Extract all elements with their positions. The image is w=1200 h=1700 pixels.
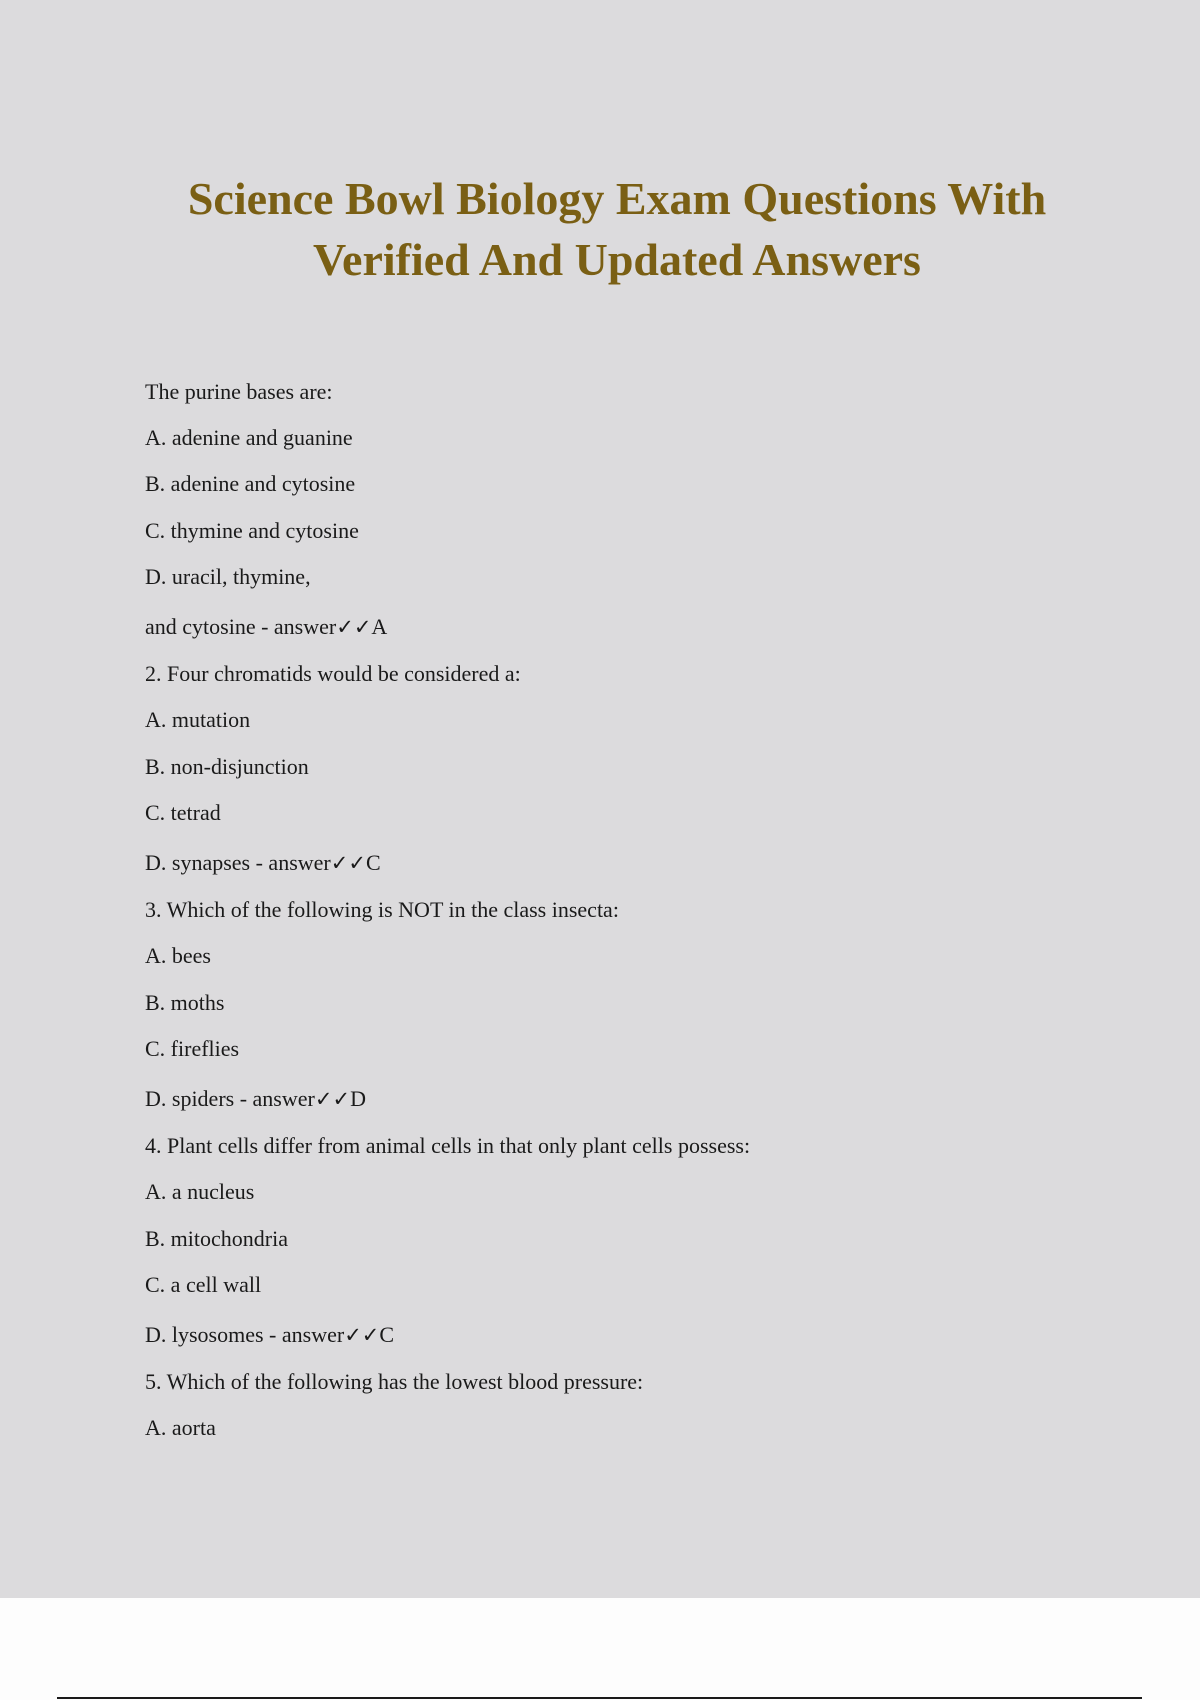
line-text: C. fireflies (145, 1036, 240, 1061)
line-text: B. moths (145, 990, 225, 1015)
line-text: 2. Four chromatids would be considered a: (145, 661, 521, 686)
line-text: C. a cell wall (145, 1272, 262, 1297)
line-text: A. bees (145, 943, 211, 968)
answer-line (145, 613, 387, 641)
answer-letter: C (365, 850, 381, 875)
option-line (145, 424, 353, 452)
line-text: B. adenine and cytosine (145, 471, 356, 496)
line-text: 3. Which of the following is NOT in the class insecta: (145, 897, 619, 922)
option-line (145, 989, 224, 1017)
title-line-2: Verified And Updated Answers (313, 234, 921, 285)
checkmark-icon: ✓✓ (330, 851, 366, 875)
option-line (145, 753, 309, 781)
footer-divider (57, 1697, 1142, 1699)
question-line (145, 1132, 750, 1160)
line-text: D. synapses - answer (145, 850, 331, 875)
line-text: A. aorta (145, 1415, 216, 1440)
line-text: The purine bases are: (145, 379, 333, 404)
checkmark-icon: ✓✓ (314, 1087, 351, 1111)
line-text: B. non-disjunction (145, 754, 309, 779)
option-line (145, 1225, 288, 1253)
line-text: C. tetrad (145, 800, 221, 825)
line-text: A. a nucleus (145, 1179, 255, 1204)
checkmark-icon: ✓✓ (344, 1323, 380, 1347)
question-line (145, 1368, 643, 1396)
line-text: A. mutation (145, 707, 251, 732)
option-line (145, 706, 250, 734)
answer-line (145, 1085, 366, 1113)
line-text: D. spiders - answer (145, 1086, 315, 1111)
option-line (145, 1035, 239, 1063)
option-line (145, 1271, 261, 1299)
option-line (145, 517, 359, 545)
page-footer (0, 1598, 1200, 1700)
option-line (145, 1414, 216, 1442)
question-line (145, 378, 333, 406)
answer-letter: C (379, 1322, 395, 1347)
answer-letter: A (371, 614, 388, 639)
document-title (100, 168, 1134, 290)
option-line (145, 563, 311, 591)
line-text: A. adenine and guanine (145, 425, 353, 450)
option-line (145, 799, 221, 827)
line-text: B. mitochondria (145, 1226, 288, 1251)
line-text: D. uracil, thymine, (145, 564, 311, 589)
line-text: 4. Plant cells differ from animal cells in that only plant cells possess: (145, 1133, 751, 1158)
answer-letter: D (350, 1086, 366, 1111)
option-line (145, 1178, 254, 1206)
line-text: 5. Which of the following has the lowest blood pressure: (145, 1369, 644, 1394)
line-text: D. lysosomes - answer (145, 1322, 345, 1347)
answer-line (145, 849, 381, 877)
checkmark-icon: ✓✓ (336, 615, 372, 639)
title-line-1: Science Bowl Biology Exam Questions With (187, 173, 1047, 224)
line-text: and cytosine - answer (145, 614, 337, 639)
option-line (145, 942, 211, 970)
line-text: C. thymine and cytosine (145, 518, 359, 543)
question-line (145, 660, 521, 688)
option-line (145, 470, 355, 498)
question-line (145, 896, 619, 924)
answer-line (145, 1321, 394, 1349)
